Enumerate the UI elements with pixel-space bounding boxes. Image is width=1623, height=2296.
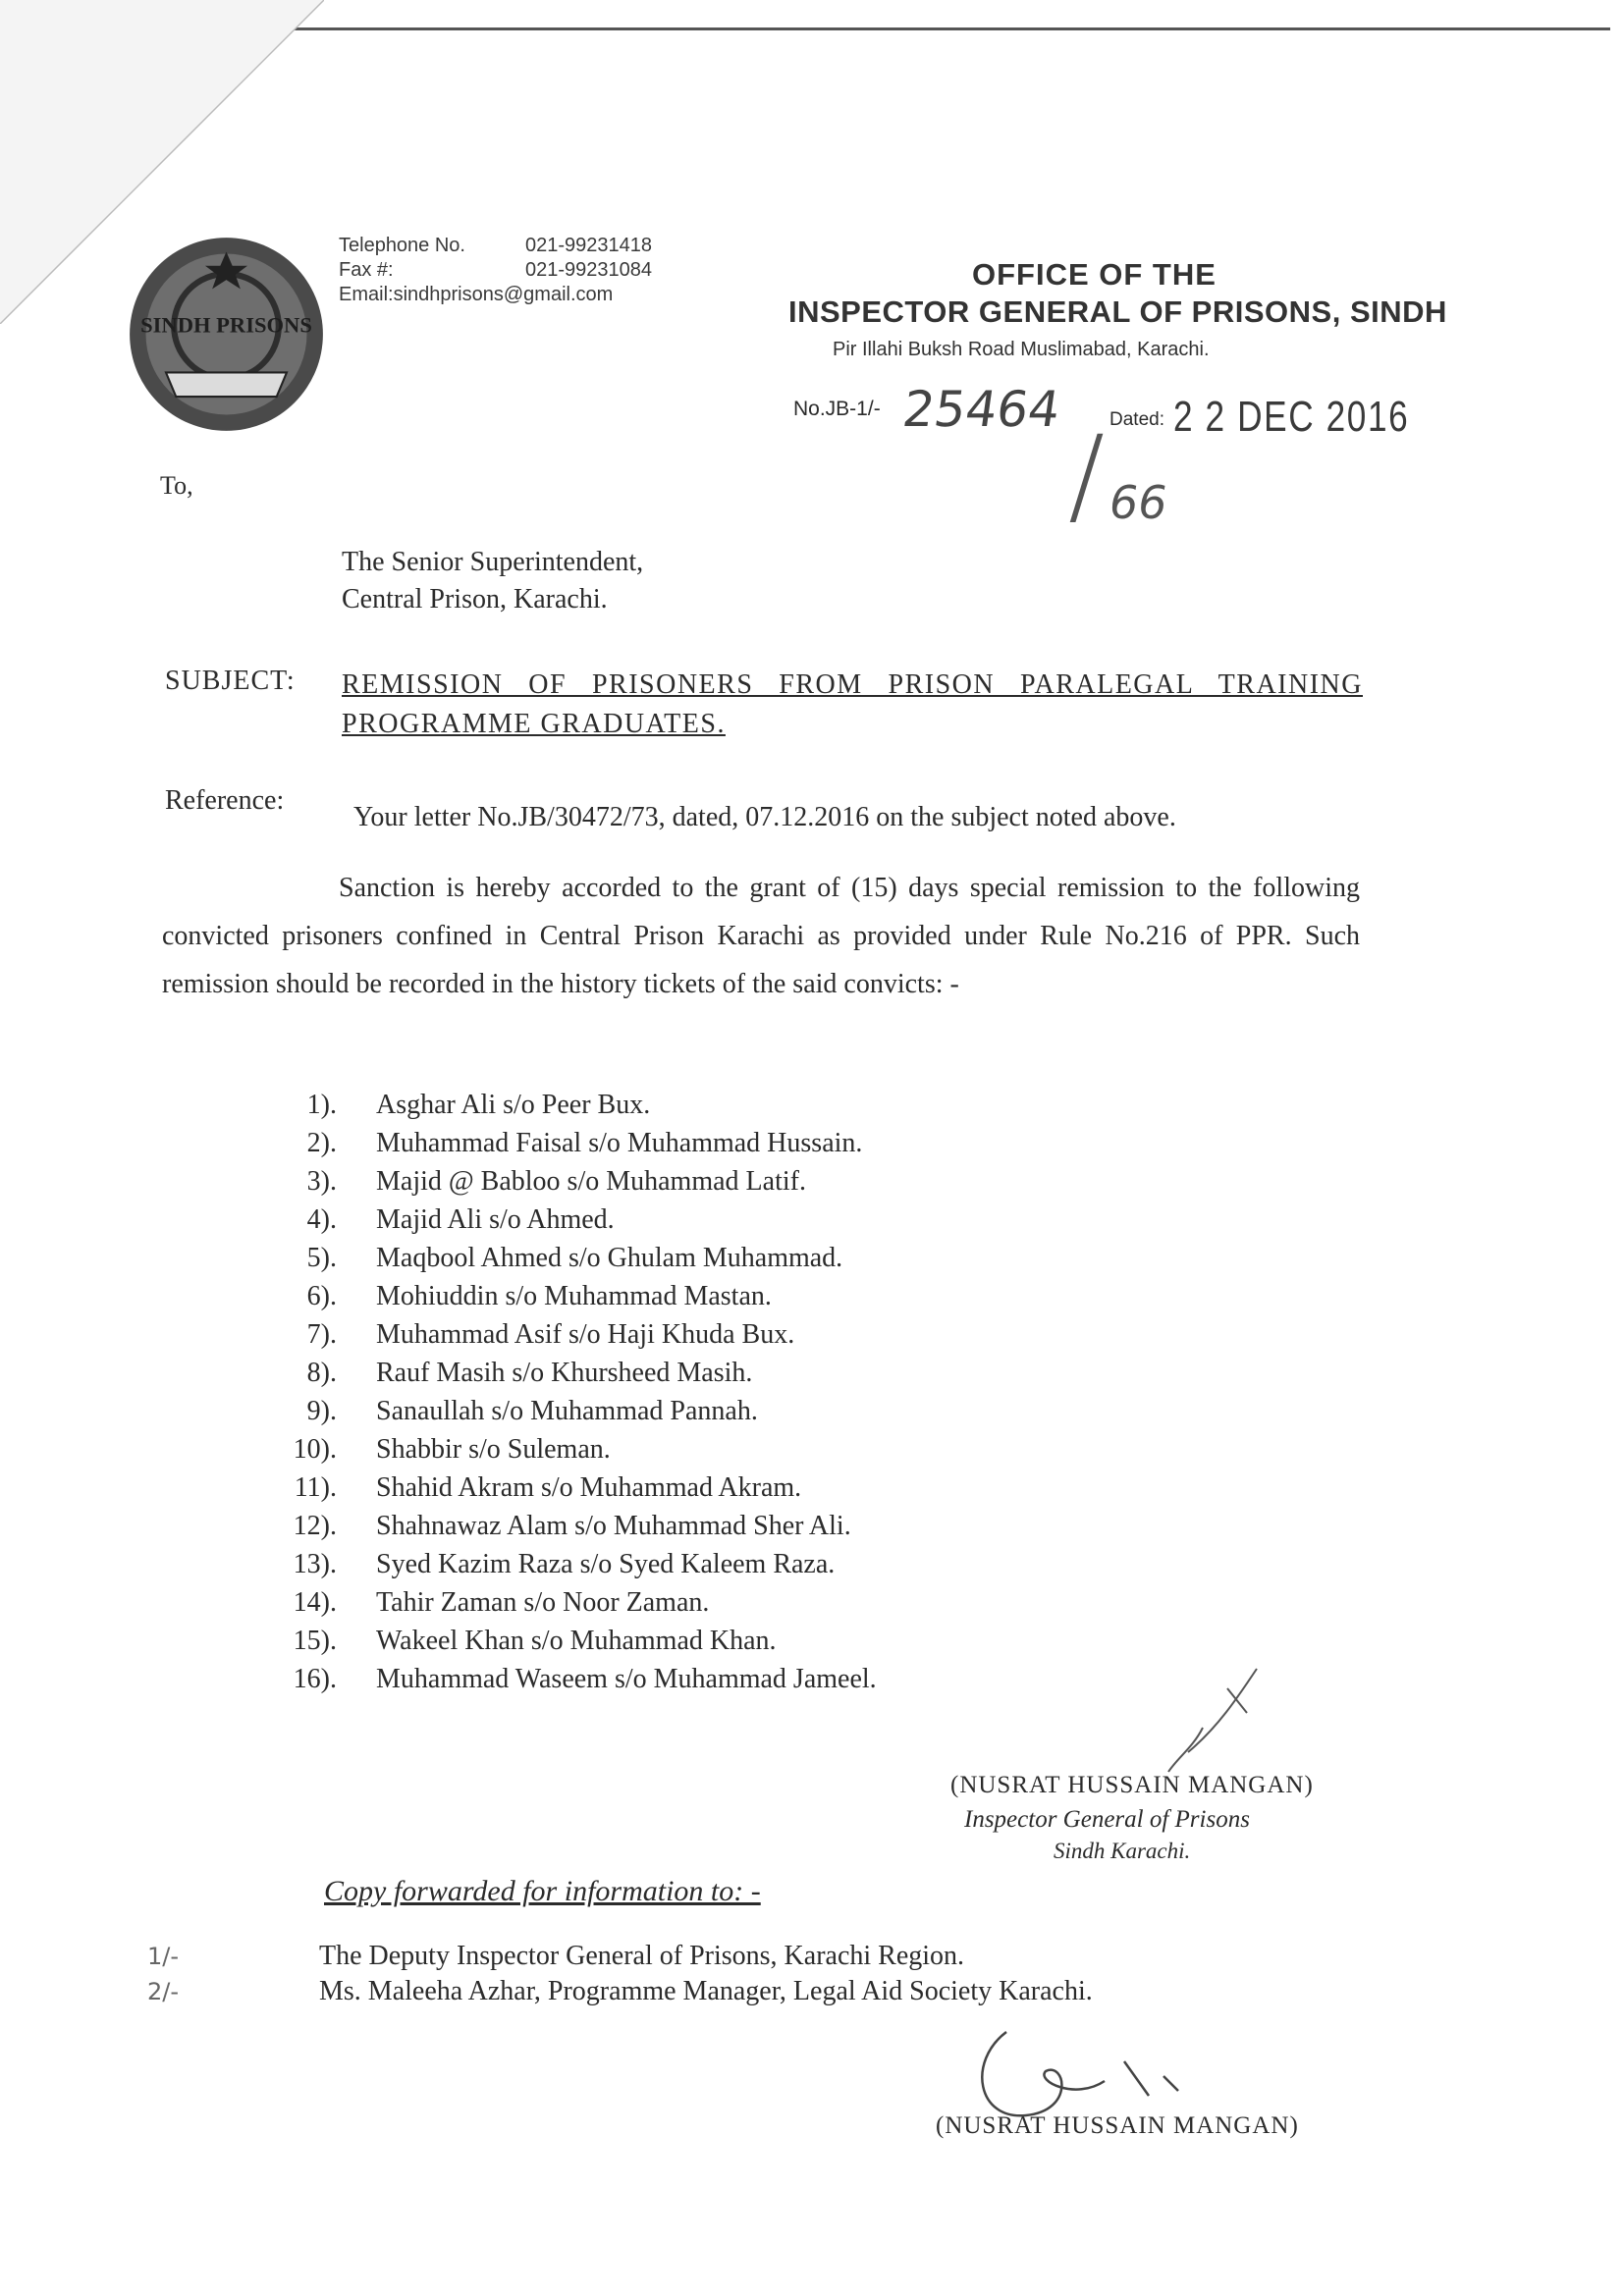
prisoner-name: Shahid Akram s/o Muhammad Akram. — [376, 1472, 802, 1503]
prisoner-name: Muhammad Faisal s/o Muhammad Hussain. — [376, 1128, 863, 1158]
prisoner-number: 3). — [306, 1166, 337, 1197]
prisoner-item — [234, 1239, 877, 1277]
reference-label: Reference: — [165, 785, 285, 816]
prisoner-name: Majid Ali s/o Ahmed. — [376, 1204, 615, 1235]
prisoner-name: Shabbir s/o Suleman. — [376, 1434, 611, 1465]
prisoner-number: 13). — [293, 1549, 337, 1579]
copy-recipient-text: The Deputy Inspector General of Prisons, Karachi Region. — [319, 1941, 965, 1971]
prisoner-number: 7). — [306, 1319, 337, 1350]
reference-number-handwritten: 25464 — [898, 381, 1064, 438]
prisoner-number: 12). — [293, 1511, 337, 1541]
prisoner-item — [234, 1430, 877, 1468]
prisoner-number: 16). — [293, 1664, 337, 1694]
subject-text: REMISSION OF PRISONERS FROM PRISON PARALEGAL TRAINING PROGRAMME GRADUATES. — [342, 669, 1363, 739]
fax-label: Fax #: — [339, 259, 394, 281]
prisoner-name: Maqbool Ahmed s/o Ghulam Muhammad. — [376, 1243, 843, 1273]
prisoner-number: 9). — [306, 1396, 337, 1426]
prisoner-number: 14). — [293, 1587, 337, 1618]
prisoner-item — [234, 1660, 877, 1698]
prisoner-number: 1). — [306, 1090, 337, 1120]
addressee-line-2: Central Prison, Karachi. — [342, 584, 608, 614]
signatory-2-name: (NUSRAT HUSSAIN MANGAN) — [936, 2112, 1299, 2139]
signatory-place: Sindh Karachi. — [1054, 1839, 1191, 1863]
prisoner-number: 2). — [306, 1128, 337, 1158]
contact-block — [339, 234, 652, 307]
prisoner-item — [234, 1354, 877, 1392]
scan-edge-line — [255, 27, 1610, 30]
handwritten-note: 66 — [1109, 476, 1167, 529]
copy-recipient-text: Ms. Maleeha Azhar, Programme Manager, Legal Aid Society Karachi. — [319, 1976, 1093, 2006]
copy-recipient-list — [147, 1939, 1093, 2009]
prisoner-number: 4). — [306, 1204, 337, 1235]
prisoner-item — [234, 1545, 877, 1583]
prisons-seal-logo — [126, 234, 327, 435]
prisoner-list — [234, 1086, 877, 1698]
telephone-number: 021-99231418 — [525, 235, 653, 256]
prisoner-item — [234, 1124, 877, 1162]
signature-scribble — [1109, 1659, 1267, 1787]
prisoner-name: Mohiuddin s/o Muhammad Mastan. — [376, 1281, 772, 1311]
prisoner-item — [234, 1086, 877, 1124]
addressee-block — [342, 544, 643, 618]
prisoner-number: 8). — [306, 1358, 337, 1388]
body-paragraph: Sanction is hereby accorded to the grant of (15) days special remission to the following convicted prisoners confined in Central Prison Karachi as provided under Rule No.216 of PPR. Such remission should be recorded in the history tickets of the said convicts: - — [162, 873, 1360, 999]
prisoner-item — [234, 1315, 877, 1354]
copy-recipient-item — [147, 1939, 1093, 1974]
prisoner-name: Tahir Zaman s/o Noor Zaman. — [376, 1587, 710, 1618]
prisoner-name: Shahnawaz Alam s/o Muhammad Sher Ali. — [376, 1511, 851, 1541]
prisoner-number: 5). — [306, 1243, 337, 1273]
office-title: OFFICE OF THE — [972, 257, 1217, 292]
email-address: sindhprisons@gmail.com — [393, 284, 614, 305]
prisoner-item — [234, 1507, 877, 1545]
prisoner-number: 10). — [293, 1434, 337, 1465]
prisoner-item — [234, 1201, 877, 1239]
reference-number-label: No.JB-1/- — [793, 398, 881, 420]
to-label: To, — [160, 471, 193, 500]
prisoner-name: Sanaullah s/o Muhammad Pannah. — [376, 1396, 758, 1426]
prisoner-item — [234, 1583, 877, 1622]
prisoner-item — [234, 1162, 877, 1201]
prisoner-name: Muhammad Waseem s/o Muhammad Jameel. — [376, 1664, 877, 1694]
fax-number: 021-99231084 — [525, 259, 653, 281]
prisoner-number: 6). — [306, 1281, 337, 1311]
prisoner-name: Wakeel Khan s/o Muhammad Khan. — [376, 1626, 777, 1656]
addressee-line-1: The Senior Superintendent, — [342, 547, 644, 577]
prisoner-name: Rauf Masih s/o Khursheed Masih. — [376, 1358, 753, 1388]
prisoner-name: Majid @ Babloo s/o Muhammad Latif. — [376, 1166, 806, 1197]
signatory-name: (NUSRAT HUSSAIN MANGAN) — [950, 1772, 1314, 1798]
subject-label: SUBJECT: — [165, 666, 296, 696]
copy-recipient-number: 1/- — [147, 1943, 180, 1970]
dated-stamp: 2 2 DEC 2016 — [1173, 393, 1410, 441]
prisoner-name: Muhammad Asif s/o Haji Khuda Bux. — [376, 1319, 795, 1350]
copy-forwarded-header: Copy forwarded for information to: - — [324, 1875, 761, 1907]
prisoner-item — [234, 1468, 877, 1507]
handwritten-slash: / — [1068, 412, 1106, 538]
copy-recipient-item — [147, 1974, 1093, 2009]
seal-text: SINDH PRISONS — [140, 312, 312, 338]
prisoner-name: Syed Kazim Raza s/o Syed Kaleem Raza. — [376, 1549, 836, 1579]
office-name: INSPECTOR GENERAL OF PRISONS, SINDH — [788, 294, 1447, 329]
telephone-label: Telephone No. — [339, 235, 465, 256]
prisoner-number: 15). — [293, 1626, 337, 1656]
prisoner-item — [234, 1277, 877, 1315]
office-address: Pir Illahi Buksh Road Muslimabad, Karachi. — [833, 339, 1210, 360]
dated-label: Dated: — [1109, 409, 1164, 430]
prisoner-name: Asghar Ali s/o Peer Bux. — [376, 1090, 651, 1120]
copy-recipient-number: 2/- — [147, 1978, 180, 2005]
signatory-title: Inspector General of Prisons — [964, 1806, 1250, 1833]
prisoner-item — [234, 1392, 877, 1430]
prisoner-number: 11). — [294, 1472, 337, 1503]
prisoner-item — [234, 1622, 877, 1660]
reference-text: Your letter No.JB/30472/73, dated, 07.12.2016 on the subject noted above. — [353, 802, 1176, 832]
email-label: Email: — [339, 284, 394, 305]
